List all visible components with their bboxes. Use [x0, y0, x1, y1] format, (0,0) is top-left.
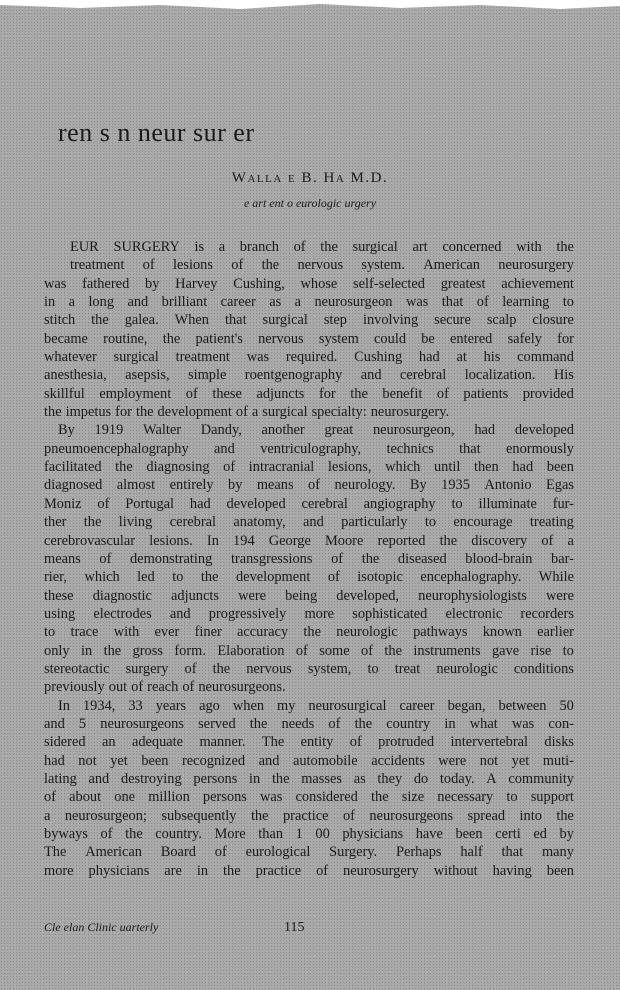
text-line: was fathered by Harvey Cushing, whose self-selected greatest achievement: [44, 275, 574, 292]
article-body: [44, 238, 574, 880]
text-line: in a long and brilliant career as a neurosurgeon was that of learning to: [44, 294, 574, 311]
text-line: previously out of reach of neurosurgeons.: [44, 679, 286, 696]
text-line: became routine, the patient's nervous system could be entered safely for: [44, 330, 574, 347]
text-line: skillful employment of these adjuncts for the benefit of patients provided: [44, 385, 574, 402]
text-line: whatever surgical treatment was required. Cushing had at his command: [44, 349, 574, 366]
text-line: In 1934, 33 years ago when my neurosurgical career began, between 50: [58, 697, 574, 714]
author-byline: Walla e B. Ha M.D.: [231, 170, 389, 186]
text-line: treatment of lesions of the nervous system. American neurosurgery: [70, 257, 574, 274]
text-line: using electrodes and progressively more sophisticated electronic recorders: [44, 605, 574, 622]
text-line: more physicians are in the practice of neurosurgery without having been: [44, 862, 574, 879]
torn-page-edge: [0, 0, 620, 14]
text-line: EUR SURGERY is a branch of the surgical art concerned with the: [70, 239, 574, 255]
text-line: ther the living cerebral anatomy, and particularly to encourage treating: [44, 514, 574, 531]
text-line: By 1919 Walter Dandy, another great neurosurgeon, had developed: [58, 422, 574, 439]
text-line: rier, which led to the development of isotopic encephalography. While: [44, 569, 574, 586]
text-line: cerebrovascular lesions. In 194 George Moore reported the discovery of a: [44, 532, 574, 549]
page-number: 115: [284, 920, 305, 935]
text-line: only in the gross form. Elaboration of some of the instruments gave rise to: [44, 642, 574, 659]
text-line: The American Board of eurological Surgery. Perhaps half that many: [44, 844, 574, 861]
text-line: byways of the country. More than 1 00 physicians have been certi ed by: [44, 826, 574, 842]
author-affiliation: e art ent o eurologic urgery: [243, 196, 377, 210]
text-line: pneumoencephalography and ventriculography, technics that enormously: [44, 440, 574, 457]
text-line: of about one million persons was considered the size necessary to support: [44, 789, 574, 806]
text-line: means of demonstrating transgressions of the diseased blood-brain bar-: [44, 550, 574, 567]
text-line: Moniz of Portugal had developed cerebral angiography to illuminate fur-: [44, 495, 574, 512]
text-line: sidered an adequate manner. The entity of protruded intervertebral disks: [44, 734, 574, 751]
text-line: lating and destroying persons in the masses as they do today. A community: [44, 770, 574, 787]
text-line: facilitated the diagnosing of intracranial lesions, which until then had been: [44, 459, 574, 476]
text-line: had not yet been recognized and automobile accidents were not yet muti-: [44, 752, 574, 769]
text-line: diagnosed almost entirely by means of neurology. By 1935 Antonio Egas: [44, 477, 574, 494]
text-line: a neurosurgeon; subsequently the practice of neurosurgeons spread into the: [44, 807, 574, 824]
text-line: stitch the galea. When that surgical step involving secure scalp closure: [44, 312, 574, 329]
page-footer: [44, 920, 574, 940]
journal-name: Cle elan Clinic uarterly: [44, 920, 159, 934]
text-line: the impetus for the development of a surgical specialty: neurosurgery.: [44, 404, 450, 421]
text-line: stereotactic surgery of the nervous system, to treat neurologic conditions: [44, 660, 574, 677]
text-line: to trace with ever finer accuracy the neurologic pathways known earlier: [44, 624, 574, 641]
text-line: these diagnostic adjuncts were being developed, neurophysiologists were: [44, 587, 574, 604]
text-line: anesthesia, asepsis, simple roentgenography and cerebral localization. His: [44, 367, 574, 384]
article-title: ren s n neur sur er: [58, 118, 255, 147]
text-line: and 5 neurosurgeons served the needs of the country in what was con-: [44, 715, 574, 732]
